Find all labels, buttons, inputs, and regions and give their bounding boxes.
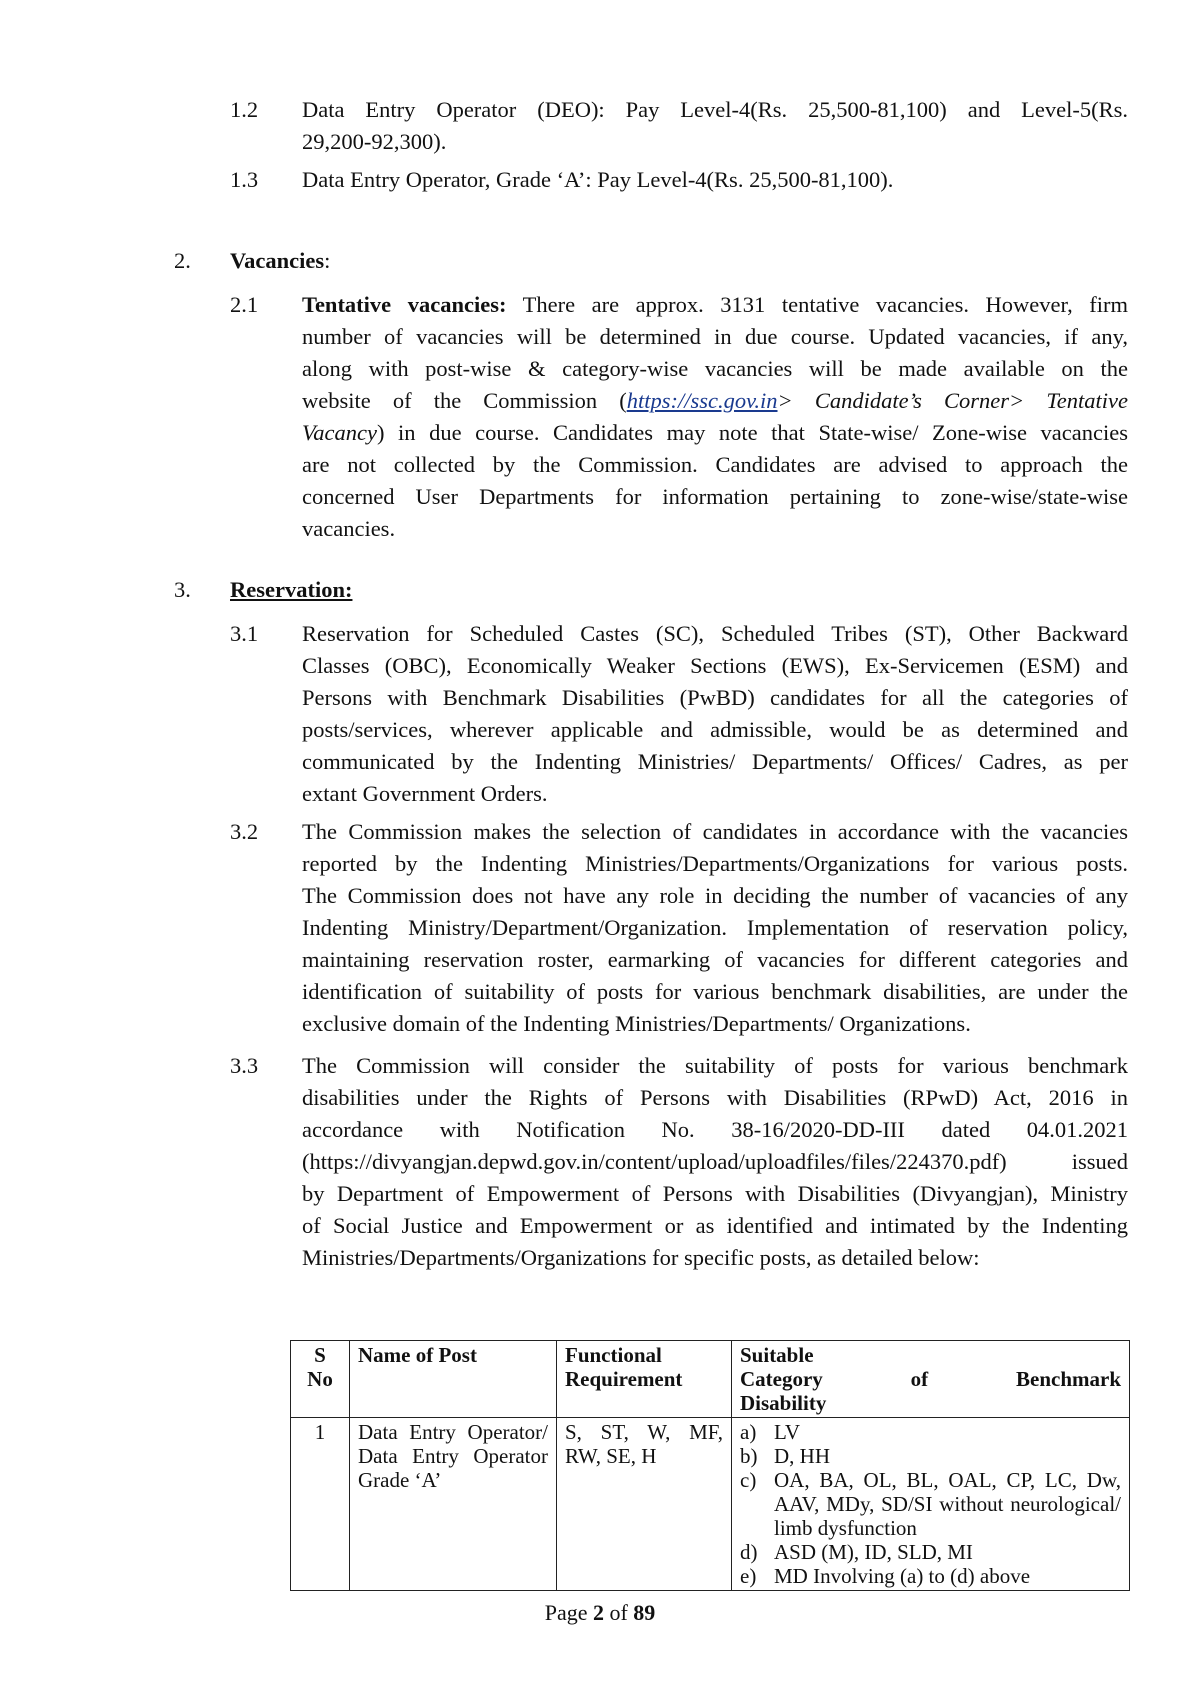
item-3-2-text: The Commission makes the selection of candidates in accordance with the vacancies reported by the Indenting Ministries/Departments/Organizations for various posts. The Commission does not have any role in deciding the number of vacancies of any Indenting Ministry/Department/Organization. Implementation of reservation policy, maintaining reservation roster, earmarking of vacancies for different categories and identification of suitability of posts for various benchmark disabilities, are under the exclusive domain of the Indenting Ministries/Departments/ Organizations. xyxy=(302,819,1128,1036)
disability-suitability-table xyxy=(290,1340,1130,1591)
section-number-3: 3. xyxy=(174,577,191,602)
item-2-1-text: Tentative vacancies: There are approx. 3131 tentative vacancies. However, firm number of vacancies will be determined in due course. Updated vacancies, if any, along with post-wise & category-wise vacancies will be made available on the website of the Commission (https://ssc.gov.in> Candidate’s Corner> Tentative Vacancy) in due course. Candidates may note that State-wise/ Zone-wise vacancies are not collected by the Commission. Candidates are advised to approach the concerned User Departments for information pertaining to zone-wise/state-wise vacancies. xyxy=(302,292,1128,541)
header-s-no: S No xyxy=(291,1341,350,1418)
section-number-2: 2. xyxy=(174,248,191,273)
item-1-2-text: Data Entry Operator (DEO): Pay Level-4(Rs. 25,500-81,100) and Level-5(Rs. 29,200-92,300). xyxy=(302,97,1128,154)
list-item: d) ASD (M), ID, SLD, MI xyxy=(740,1540,973,1564)
table-row xyxy=(291,1418,1130,1591)
page-footer: Page 2 of 89 xyxy=(544,1600,656,1625)
section-heading-reservation: Reservation: xyxy=(230,577,353,602)
cell-functional-requirement: S, ST, W, MF, RW, SE, H xyxy=(557,1418,732,1591)
header-functional-requirement: Functional Requirement xyxy=(557,1341,732,1418)
list-item: a) LV xyxy=(740,1420,801,1444)
current-page-number: 2 xyxy=(592,1600,604,1625)
list-item: c) OA, BA, OL, BL, OAL, CP, LC, Dw, AAV, MDy, SD/SI without neurological/ limb dysfunction xyxy=(740,1468,1121,1540)
item-number-3-3: 3.3 xyxy=(230,1053,259,1078)
cell-post-name: Data Entry Operator/ Data Entry Operator Grade ‘A’ xyxy=(350,1418,557,1591)
item-3-3-text: The Commission will consider the suitability of posts for various benchmark disabilities under the Rights of Persons with Disabilities (RPwD) Act, 2016 in accordance with Notification No. 38-16/2020-DD-III dated 04.01.2021 (https://divyangjan.depwd.gov.in/content/upload/uploadfiles/files/224370.pdf) issued by Department of Empowerment of Persons with Disabilities (Divyangjan), Ministry of Social Justice and Empowerment or as identified and intimated by the Indenting Ministries/Departments/Organizations for specific posts, as detailed below: xyxy=(302,1053,1128,1270)
item-1-3-text: Data Entry Operator, Grade ‘A’: Pay Level-4(Rs. 25,500-81,100). xyxy=(302,167,894,192)
table-header-row xyxy=(291,1341,1130,1418)
ssc-website-link[interactable]: https://ssc.gov.in xyxy=(626,388,778,413)
list-item: e) MD Involving (a) to (d) above xyxy=(740,1564,1031,1588)
item-number-3-1: 3.1 xyxy=(230,621,259,646)
total-page-count: 89 xyxy=(633,1600,656,1625)
header-name-of-post: Name of Post xyxy=(350,1341,557,1418)
item-number-1-3: 1.3 xyxy=(230,167,259,192)
disability-list xyxy=(740,1420,1121,1588)
item-number-1-2: 1.2 xyxy=(230,97,259,122)
list-item: b) D, HH xyxy=(740,1444,830,1468)
item-number-2-1: 2.1 xyxy=(230,292,259,317)
item-number-3-2: 3.2 xyxy=(230,819,259,844)
item-3-1-text: Reservation for Scheduled Castes (SC), Scheduled Tribes (ST), Other Backward Classes (OBC), Economically Weaker Sections (EWS), Ex-Servicemen (ESM) and Persons with Benchmark Disabilities (PwBD) candidates for all the categories of posts/services, wherever applicable and admissible, would be as determined and communicated by the Indenting Ministries/ Departments/ Offices/ Cadres, as per extant Government Orders. xyxy=(302,621,1128,806)
cell-s-no: 1 xyxy=(291,1418,350,1591)
cell-suitable-category xyxy=(732,1418,1130,1591)
header-suitable-category: Suitable Category of Benchmark Disability xyxy=(732,1341,1130,1418)
section-heading-vacancies: Vacancies: xyxy=(230,248,331,273)
